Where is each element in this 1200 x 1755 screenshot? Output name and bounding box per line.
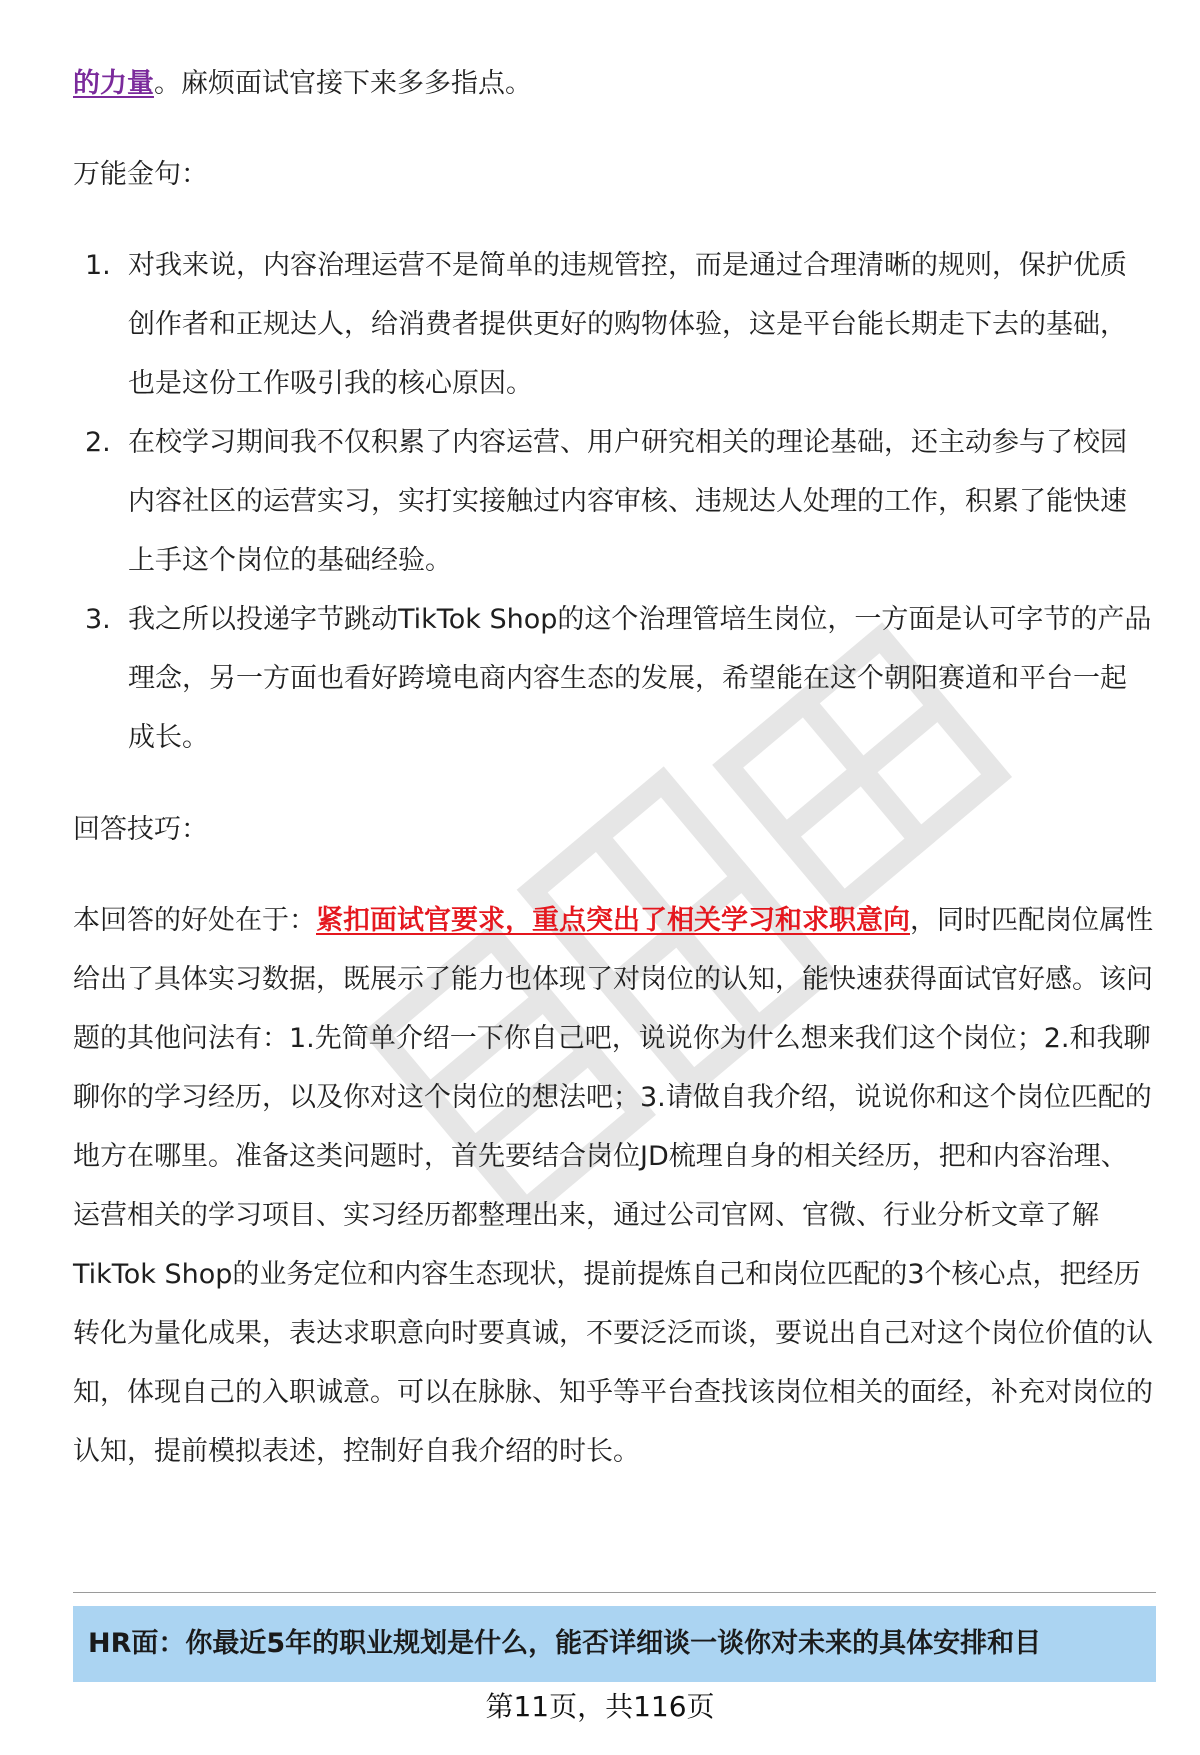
list-item	[73, 590, 1153, 767]
list-item-number: 2.	[85, 427, 111, 458]
tips-rest: ，同时匹配岗位属性给出了具体实习数据，既展示了能力也体现了对岗位的认知，能快速获得面试官好感。该问题的其他问法有：1.先简单介绍一下你自己吧，说说你为什么想来我们这个岗位；2.和我聊聊你的学习经历，以及你对这个岗位的想法吧；3.请做自我介绍，说说你和这个岗位匹配的地方在哪里。准备这类问题时，首先要结合岗位JD梳理自身的相关经历，把和内容治理、运营相关的学习项目、实习经历都整理出来，通过公司官网、官微、行业分析文章了解TikTok Shop的业务定位和内容生态现状，提前提炼自己和岗位匹配的3个核心点，把经历转化为量化成果，表达求职意向时要真诚，不要泛泛而谈，要说出自己对这个岗位价值的认知，体现自己的入职诚意。可以在脉脉、知乎等平台查找该岗位相关的面经，补充对岗位的认知，提前模拟表述，控制好自我介绍的时长。	[73, 905, 1153, 1467]
list-item	[73, 413, 1153, 590]
intro-rest: 。麻烦面试官接下来多多指点。	[154, 68, 532, 99]
list-item-number: 3.	[85, 604, 111, 635]
tips-lead: 本回答的好处在于：	[73, 905, 316, 936]
intro-tail-paragraph	[73, 54, 1153, 113]
list-item-text: 在校学习期间我不仅积累了内容运营、用户研究相关的理论基础，还主动参与了校园内容社区的运营实习，实打实接触过内容审核、违规达人处理的工作，积累了能快速上手这个岗位的基础经验。	[128, 427, 1127, 576]
golden-sentences-list	[73, 236, 1153, 767]
page-number-footer: 第11页，共116页	[485, 1690, 715, 1723]
list-item-number: 1.	[85, 250, 111, 281]
tips-highlight: 紧扣面试官要求，重点突出了相关学习和求职意向	[316, 905, 910, 936]
golden-sentences-heading: 万能金句：	[73, 159, 208, 190]
intro-highlight: 的力量	[73, 68, 154, 99]
list-item	[73, 236, 1153, 413]
list-item-text: 对我来说，内容治理运营不是简单的违规管控，而是通过合理清晰的规则，保护优质创作者和正规达人，给消费者提供更好的购物体验，这是平台能长期走下去的基础，也是这份工作吸引我的核心原因。	[128, 250, 1127, 399]
list-item-text: 我之所以投递字节跳动TikTok Shop的这个治理管培生岗位，一方面是认可字节的产品理念，另一方面也看好跨境电商内容生态的发展，希望能在这个朝阳赛道和平台一起成长。	[128, 604, 1152, 753]
answer-tips-paragraph	[73, 891, 1153, 1481]
hr-question-banner: HR面：你最近5年的职业规划是什么，能否详细谈一谈你对未来的具体安排和目	[73, 1606, 1156, 1682]
section-divider	[73, 1592, 1156, 1593]
answer-tips-heading: 回答技巧：	[73, 814, 208, 845]
